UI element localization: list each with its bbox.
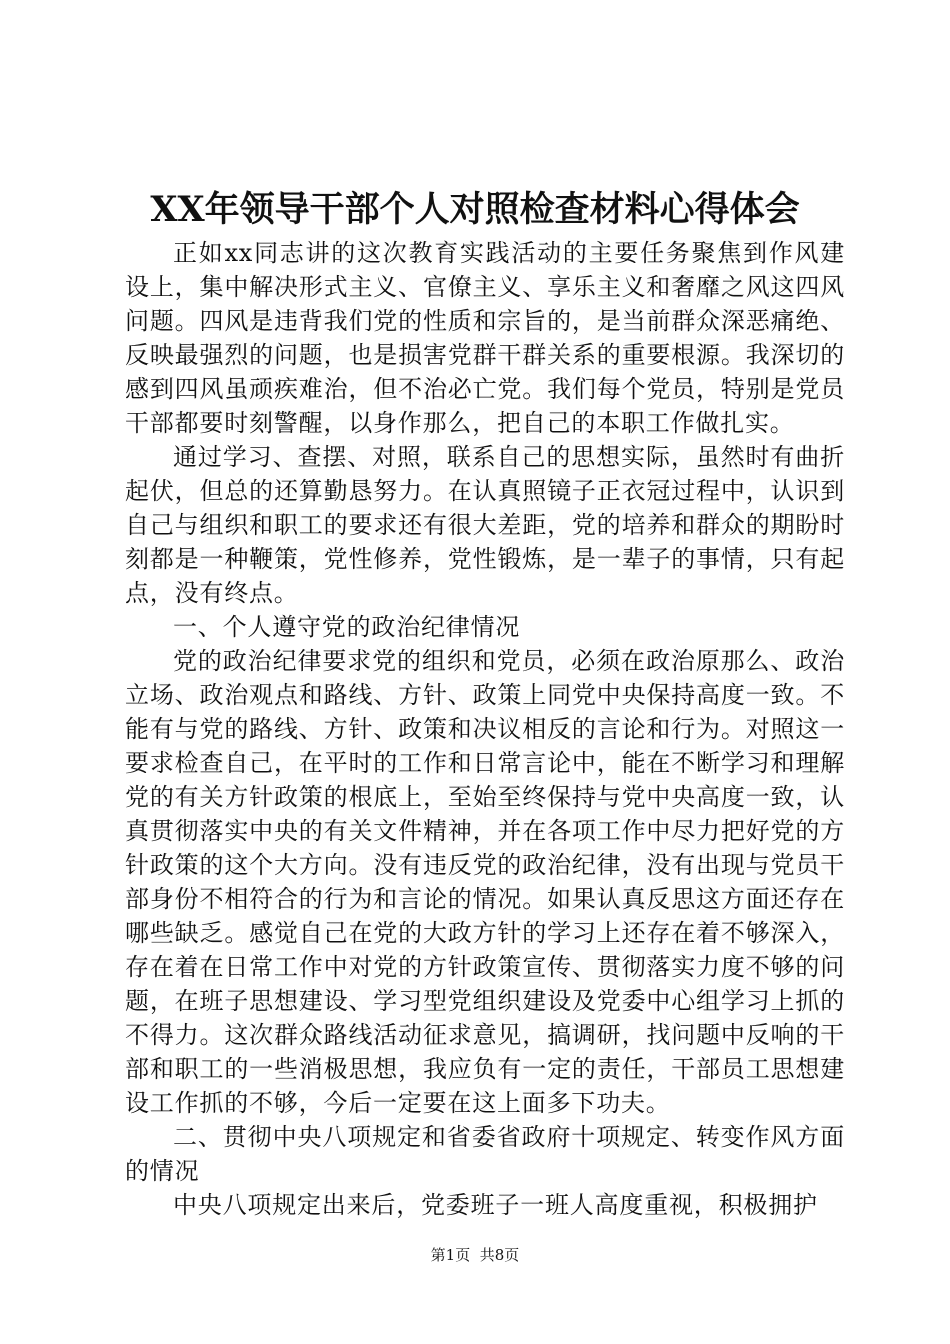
section-heading-1: 一、个人遵守党的政治纪律情况 [173, 613, 521, 641]
paragraph-political-discipline: 党的政治纪律要求党的组织和党员，必须在政治原那么、政治立场、政治观点和路线、方针、政策上同党中央保持高度一致。不能有与党的路线、方针、政策和决议相反的言论和行为。对照这一要求检查自己，在平时的工作和日常言论中，能在不断学习和理解党的有关方针政策的根底上，至始至终保持与党中央高度一致，认真贯彻落实中央的有关文件精神，并在各项工作中尽力把好党的方针政策的这个大方向。没有违反党的政治纪律，没有出现与党员干部身份不相符合的行为和言论的情况。如果认真反思这方面还存在哪些缺乏。感觉自己在党的大政方针的学习上还存在着不够深入，存在着在日常工作中对党的方针政策宣传、贯彻落实力度不够的问题，在班子思想建设、学习型党组织建设及党委中心组学习上抓的不得力。这次群众路线活动征求意见，搞调研，找问题中反响的干部和职工的一些消极思想，我应负有一定的责任，干部员工思想建设工作抓的不够，今后一定要在这上面多下功夫。 [125, 647, 845, 1117]
document-title: XX年领导干部个人对照检查材料心得体会 [150, 189, 800, 230]
page-total: 共8页 [479, 1246, 520, 1264]
section-heading-2: 二、贯彻中央八项规定和省委省政府十项规定、转变作风方面的情况 [125, 1123, 845, 1185]
paragraph-reflection: 通过学习、查摆、对照，联系自己的思想实际，虽然时有曲折起伏，但总的还算勤恳努力。在认真照镜子正衣冠过程中，认识到自己与组织和职工的要求还有很大差距，党的培养和群众的期盼时刻都是一种鞭策，党性修养，党性锻炼，是一辈子的事情，只有起点，没有终点。 [125, 443, 845, 607]
page-footer [0, 1245, 950, 1265]
paragraph-intro: 正如xx同志讲的这次教育实践活动的主要任务聚焦到作风建设上，集中解决形式主义、官僚主义、享乐主义和奢靡之风这四风问题。四风是违背我们党的性质和宗旨的，是当前群众深恶痛绝、反映最强烈的问题，也是损害党群干群关系的重要根源。我深切的感到四风虽顽疾难治，但不治必亡党。我们每个党员，特别是党员干部都要时刻警醒，以身作那么，把自己的本职工作做扎实。 [125, 239, 845, 437]
paragraph-eight-rules: 中央八项规定出来后，党委班子一班人高度重视，积极拥护 [173, 1191, 818, 1219]
page-number: 第1页 [430, 1246, 471, 1264]
document-body [125, 236, 845, 1222]
